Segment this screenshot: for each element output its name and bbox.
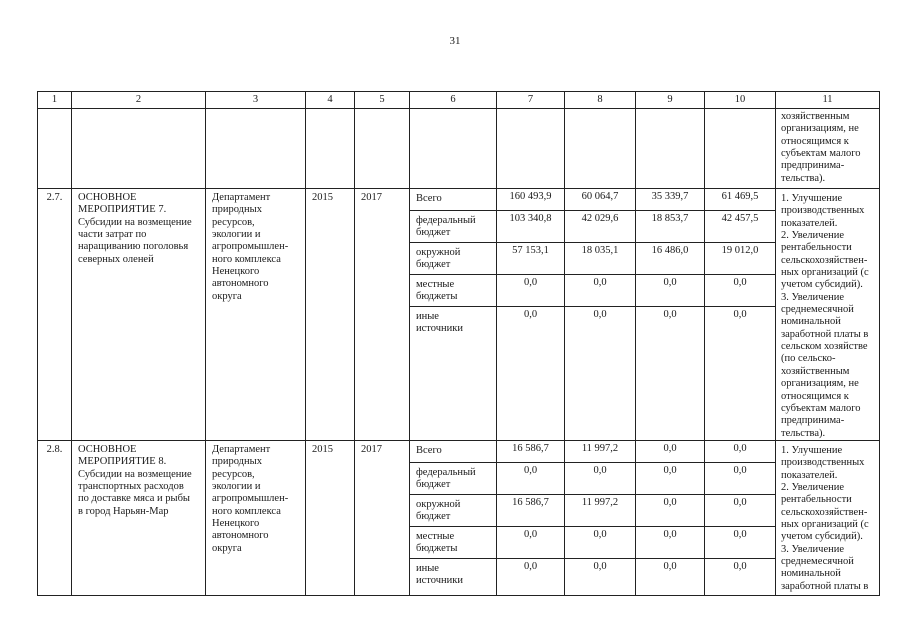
funding-amount: 0,0 [497, 527, 565, 559]
column-number-6: 6 [410, 92, 497, 109]
funding-source: Всего [410, 189, 497, 211]
column-number-11: 11 [776, 92, 880, 109]
column-number-9: 9 [636, 92, 705, 109]
funding-amount: 0,0 [705, 307, 776, 441]
activity-number: 2.7. [38, 189, 72, 441]
funding-amount: 0,0 [565, 307, 636, 441]
funding-amount: 0,0 [636, 527, 705, 559]
column-number-1: 1 [38, 92, 72, 109]
funding-amount: 0,0 [636, 559, 705, 596]
column-number-row [38, 92, 880, 109]
program-activities-table [37, 91, 880, 596]
funding-amount: 0,0 [497, 307, 565, 441]
column-number-7: 7 [497, 92, 565, 109]
funding-amount: 0,0 [636, 495, 705, 527]
funding-amount: 0,0 [705, 495, 776, 527]
funding-amount: 0,0 [705, 441, 776, 463]
funding-amount: 35 339,7 [636, 189, 705, 211]
end-year: 2017 [355, 189, 410, 441]
funding-amount: 61 469,5 [705, 189, 776, 211]
funding-amount: 18 035,1 [565, 243, 636, 275]
funding-amount: 0,0 [565, 527, 636, 559]
expected-results: 1. Улучшение производственных показателей. 2. Увеличение рентабельности сельскохозяйствен- ных организаций (с учетом субсидий). 3. Увеличение среднемесячной номинальной заработной платы в сельском хозяйстве (по сельско- хозяйственным организациям, не относящимся к субъектам малого предпринима- тельства). [776, 189, 880, 441]
activity-title: ОСНОВНОЕ МЕРОПРИЯТИЕ 8. Субсидии на возмещение транспортных расходов по доставке мяса и рыбы в город Нарьян-Мар [72, 441, 206, 596]
funding-amount: 11 997,2 [565, 441, 636, 463]
funding-amount: 0,0 [636, 307, 705, 441]
funding-amount: 0,0 [565, 275, 636, 307]
empty-cell [410, 109, 497, 189]
funding-source: окружной бюджет [410, 495, 497, 527]
funding-amount: 16 586,7 [497, 495, 565, 527]
column-number-4: 4 [306, 92, 355, 109]
funding-amount: 0,0 [705, 275, 776, 307]
page-number: 31 [449, 35, 461, 47]
funding-amount: 0,0 [705, 463, 776, 495]
funding-source: местные бюджеты [410, 527, 497, 559]
empty-cell [355, 109, 410, 189]
funding-amount: 0,0 [497, 463, 565, 495]
funding-amount: 16 586,7 [497, 441, 565, 463]
funding-amount: 103 340,8 [497, 211, 565, 243]
empty-cell [497, 109, 565, 189]
column-number-2: 2 [72, 92, 206, 109]
funding-amount: 11 997,2 [565, 495, 636, 527]
funding-amount: 0,0 [497, 275, 565, 307]
funding-amount: 60 064,7 [565, 189, 636, 211]
funding-amount: 0,0 [705, 559, 776, 596]
funding-amount: 0,0 [636, 275, 705, 307]
empty-cell [206, 109, 306, 189]
funding-amount: 0,0 [636, 463, 705, 495]
funding-amount: 0,0 [636, 441, 705, 463]
empty-cell [705, 109, 776, 189]
funding-amount: 16 486,0 [636, 243, 705, 275]
funding-source: федеральный бюджет [410, 211, 497, 243]
end-year: 2017 [355, 441, 410, 596]
empty-cell [306, 109, 355, 189]
funding-amount: 19 012,0 [705, 243, 776, 275]
funding-source: местные бюджеты [410, 275, 497, 307]
funding-source: иные источники [410, 307, 497, 441]
empty-cell [565, 109, 636, 189]
expected-results-continuation: хозяйственным организациям, не относящимся к субъектам малого предпринима- тельства). [776, 109, 880, 189]
continuation-row [38, 109, 880, 189]
column-number-8: 8 [565, 92, 636, 109]
responsible-executor: Департамент природных ресурсов, экологии и агропромышлен- ного комплекса Ненецкого автономного округа [206, 189, 306, 441]
funding-source: иные источники [410, 559, 497, 596]
funding-amount: 0,0 [705, 527, 776, 559]
funding-source: Всего [410, 441, 497, 463]
column-number-3: 3 [206, 92, 306, 109]
activity-row [38, 189, 880, 211]
funding-source: окружной бюджет [410, 243, 497, 275]
empty-cell [636, 109, 705, 189]
funding-source: федеральный бюджет [410, 463, 497, 495]
start-year: 2015 [306, 189, 355, 441]
empty-cell [72, 109, 206, 189]
funding-amount: 42 457,5 [705, 211, 776, 243]
funding-amount: 160 493,9 [497, 189, 565, 211]
funding-amount: 0,0 [565, 559, 636, 596]
funding-amount: 18 853,7 [636, 211, 705, 243]
funding-amount: 42 029,6 [565, 211, 636, 243]
responsible-executor: Департамент природных ресурсов, экологии и агропромышлен- ного комплекса Ненецкого автономного округа [206, 441, 306, 596]
column-number-10: 10 [705, 92, 776, 109]
column-number-5: 5 [355, 92, 410, 109]
funding-amount: 57 153,1 [497, 243, 565, 275]
activity-number: 2.8. [38, 441, 72, 596]
funding-amount: 0,0 [565, 463, 636, 495]
expected-results: 1. Улучшение производственных показателей. 2. Увеличение рентабельности сельскохозяйствен- ных организаций (с учетом субсидий). 3. Увеличение среднемесячной номинальной заработной платы в [776, 441, 880, 596]
empty-cell [38, 109, 72, 189]
activity-row [38, 441, 880, 463]
start-year: 2015 [306, 441, 355, 596]
activity-title: ОСНОВНОЕ МЕРОПРИЯТИЕ 7. Субсидии на возмещение части затрат по наращиванию поголовья северных оленей [72, 189, 206, 441]
table-body [38, 92, 880, 596]
funding-amount: 0,0 [497, 559, 565, 596]
